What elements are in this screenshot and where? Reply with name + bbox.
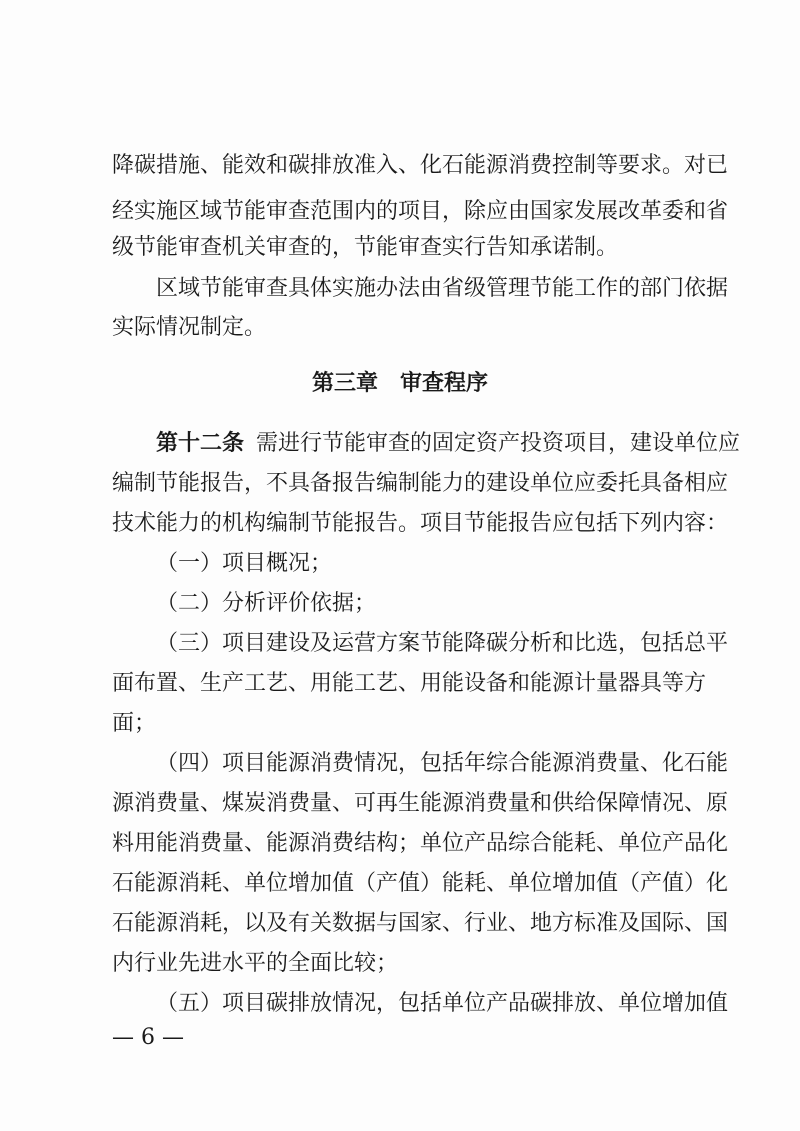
paragraph-line: 经实施区域节能审查范围内的项目，除应由国家发展改革委和省: [112, 199, 729, 224]
list-item: （五）项目碳排放情况，包括单位产品碳排放、单位增加值: [156, 991, 729, 1016]
paragraph-line: 区域节能审查具体实施办法由省级管理节能工作的部门依据: [156, 276, 729, 301]
paragraph-line: 级节能审查机关审查的，节能审查实行告知承诺制。: [112, 235, 619, 260]
paragraph-line: 面布置、生产工艺、用能工艺、用能设备和能源计量器具等方: [112, 671, 707, 696]
list-item: （一）项目概况；: [156, 551, 333, 576]
page-number: — 6 —: [112, 1025, 184, 1050]
paragraph-line: 石能源消耗、单位增加值（产值）能耗、单位增加值（产值）化: [112, 871, 729, 896]
list-item: （二）分析评价依据；: [156, 591, 377, 616]
chapter-title: 审查程序: [400, 371, 489, 396]
list-item: （三）项目建设及运营方案节能降碳分析和比选，包括总平: [156, 631, 729, 656]
article-text: 需进行节能审查的固定资产投资项目，建设单位应: [256, 431, 741, 456]
article-first-line: [156, 431, 741, 457]
paragraph-line: 编制节能报告，不具备报告编制能力的建设单位应委托具备相应: [112, 471, 729, 496]
paragraph-line: 石能源消耗，以及有关数据与国家、行业、地方标准及国际、国: [112, 911, 729, 936]
paragraph-line: 实际情况制定。: [112, 315, 267, 340]
paragraph-line: 内行业先进水平的全面比较；: [112, 951, 399, 976]
article-label: 第十二条: [156, 431, 245, 456]
list-item: （四）项目能源消费情况，包括年综合能源消费量、化石能: [156, 751, 729, 776]
chapter-heading: [0, 371, 800, 397]
paragraph-line: 降碳措施、能效和碳排放准入、化石能源消费控制等要求。对已: [112, 153, 729, 178]
chapter-number: 第三章: [311, 371, 378, 396]
paragraph-line: 面；: [112, 711, 157, 736]
paragraph-line: 料用能消费量、能源消费结构；单位产品综合能耗、单位产品化: [112, 831, 729, 856]
paragraph-line: 技术能力的机构编制节能报告。项目节能报告应包括下列内容：: [112, 511, 729, 536]
paragraph-line: 源消费量、煤炭消费量、可再生能源消费量和供给保障情况、原: [112, 791, 729, 816]
